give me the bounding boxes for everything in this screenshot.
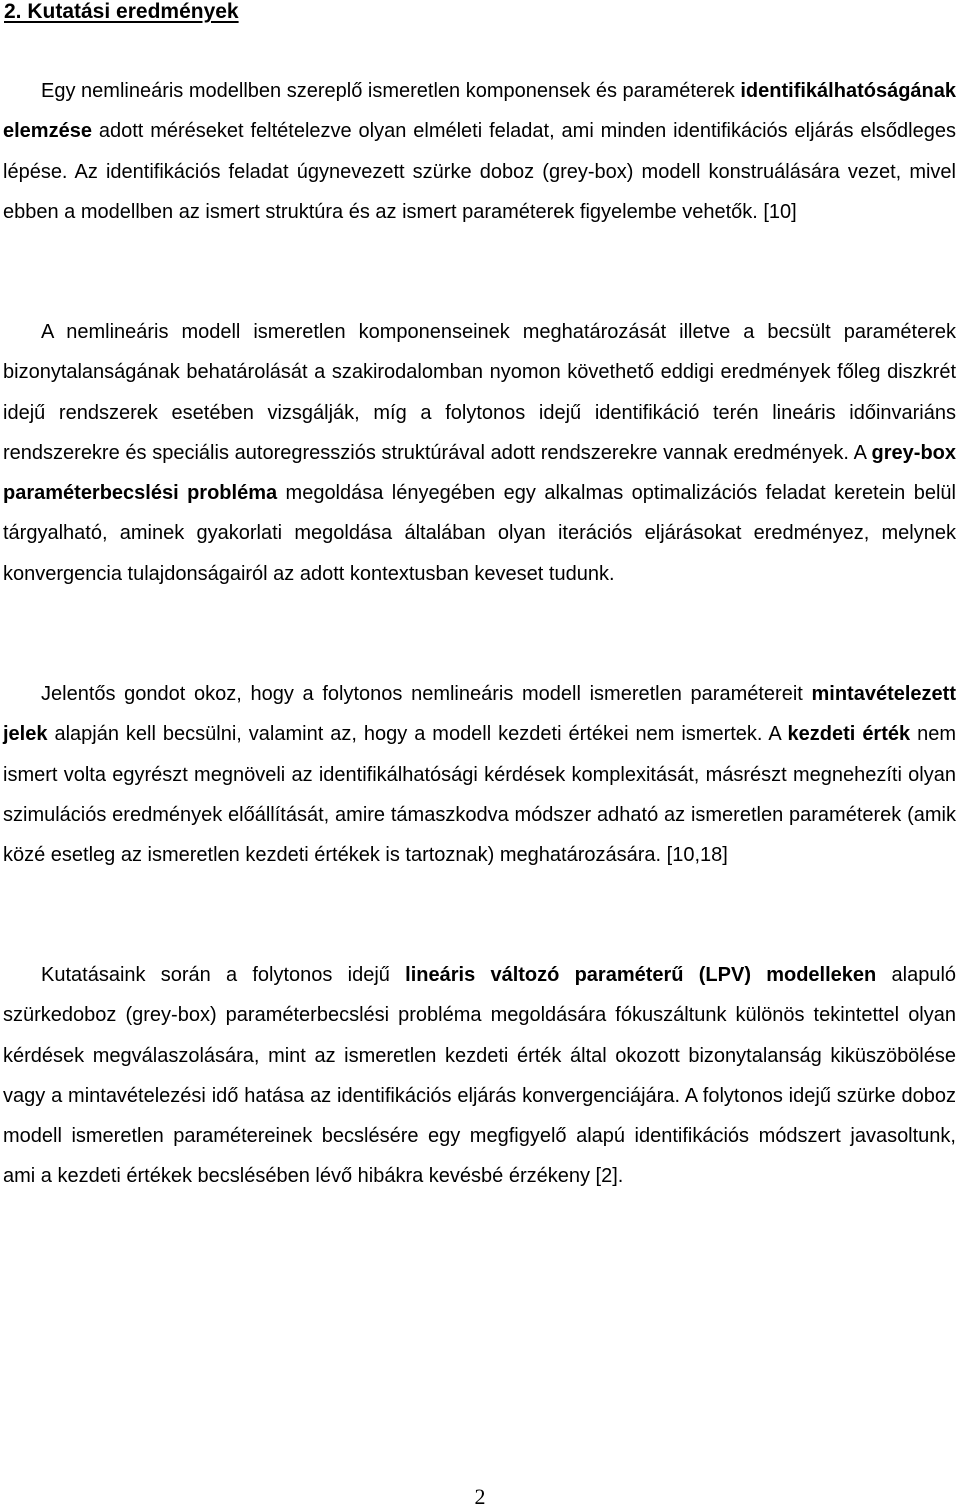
- paragraph-3-bold-term-2: kezdeti érték: [787, 723, 911, 746]
- paragraph-4-segment-1: Kutatásaink során a folytonos idejű: [41, 964, 406, 986]
- paragraph-1-segment-1: Egy nemlineáris modellben szereplő ismeretlen komponensek és paraméterek: [41, 80, 741, 102]
- paragraph-2-bold-term: grey-box paraméterbecslési probléma: [3, 441, 956, 505]
- paragraph-3: [3, 674, 956, 875]
- page-number: 2: [474, 1484, 486, 1509]
- paragraph-4-segment-3: alapuló szürkedoboz (grey-box) paraméterbecslési probléma megoldására fókuszáltunk különös tekintettel olyan kérdések megválaszolására, mint az ismeretlen kezdeti érték által okozott bizonytalanság kiküszöbölése vagy a mintavételezési idő hatása az identifikációs eljárás konvergenciájára. A folytonos idejű szürke doboz modell ismeretlen paramétereinek becslésére egy megfigyelő alapú identifikációs módszert javasoltunk, ami a kezdeti értékek becslésében lévő hibákra kevésbé érzékeny [2].: [3, 964, 957, 1188]
- paragraph-1: [3, 71, 956, 232]
- paragraph-4-bold-term: lineáris változó paraméterű (LPV) modelleken: [405, 964, 877, 986]
- paragraph-1-bold-term: identifikálhatóságának elemzése: [3, 80, 956, 143]
- paragraph-2-segment-1: A nemlineáris modell ismeretlen komponenseinek meghatározását illetve a becsült paraméterek bizonytalanságának behatárolását a szakirodalomban nyomon követhető eddigi eredmények főleg diszkrét idejű rendszerek esetében vizsgálják, míg a folytonos idejű identifikáció terén lineáris időinvariáns rendszerekre és speciális autoregressziós struktúrával adott rendszerekre vannak eredmények. A: [3, 321, 956, 464]
- section-heading: 2. Kutatási eredmények: [4, 0, 239, 23]
- paragraph-1-segment-3: adott méréseket feltételezve olyan elméleti feladat, ami minden identifikációs eljárás elsődleges lépése. Az identifikációs feladat úgynevezett szürke doboz (grey-box) modell konstruálására vezet, mivel ebben a modellben az ismert struktúra és az ismert paraméterek figyelembe vehetők. [10]: [3, 120, 956, 223]
- paragraph-3-segment-3: alapján kell becsülni, valamint az, hogy a modell kezdeti értékei nem ismertek. A: [47, 723, 788, 746]
- paragraph-2: [3, 312, 956, 594]
- paragraph-3-bold-term-1: mintavételezett jelek: [3, 683, 956, 746]
- paragraph-3-segment-5: nem ismert volta egyrészt megnöveli az identifikálhatósági kérdések komplexitását, másrészt megnehezíti olyan szimulációs eredmények előállítását, amire támaszkodva módszer adható az ismeretlen paraméterek (amik közé esetleg az ismeretlen kezdeti értékek is tartoznak) meghatározására. [10,18]: [3, 723, 956, 867]
- paragraph-2-segment-3: megoldása lényegében egy alkalmas optimalizációs feladat keretein belül tárgyalható, aminek gyakorlati megoldása általában olyan iterációs eljárásokat eredményez, melynek konvergencia tulajdonságairól az adott kontextusban keveset tudunk.: [3, 482, 956, 585]
- paragraph-3-segment-1: Jelentős gondot okoz, hogy a folytonos nemlineáris modell ismeretlen paramétereit: [41, 683, 812, 705]
- paragraph-4: [3, 955, 956, 1197]
